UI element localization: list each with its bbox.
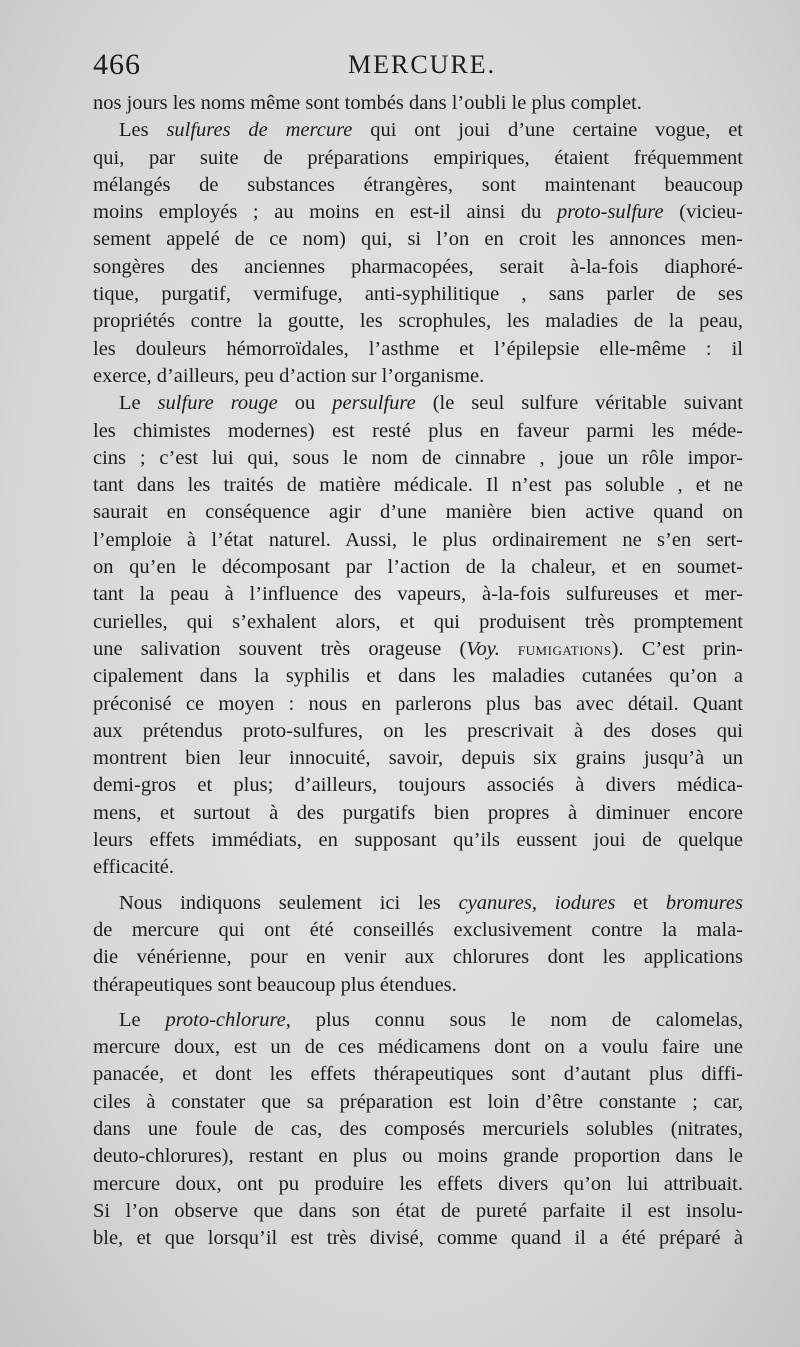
running-title: MERCURE.	[348, 50, 497, 79]
text-line	[93, 117, 743, 144]
text-run: on qu’en le décomposant par l’action de la chaleur, et en soumet-	[93, 556, 743, 579]
text-run: moins employés ; au moins en est-il ainsi du	[93, 201, 557, 224]
text-run: qui ont joui d’une certaine vogue, et	[352, 119, 743, 142]
text-line	[93, 827, 743, 854]
text-line	[93, 800, 743, 827]
text-line	[93, 199, 743, 226]
text-run: aux prétendus proto-sulfures, on les prescrivait à des doses qui	[93, 719, 743, 742]
text-run: cins ; c’est lui qui, sous le nom de cinnabre , joue un rôle impor-	[93, 446, 743, 469]
text-line	[93, 308, 743, 335]
text-run: ble, et que lorsqu’il est très divisé, comme quand il a été préparé à	[93, 1227, 743, 1250]
italic-text: bromures	[665, 891, 743, 914]
text-line	[93, 691, 743, 718]
text-run: Les	[119, 119, 167, 142]
text-line	[93, 1198, 743, 1225]
paragraph-gap	[93, 999, 743, 1007]
paragraph-gap	[93, 882, 743, 890]
text-run: de mercure qui ont été conseillés exclusivement contre la mala-	[93, 918, 743, 941]
text-run: les douleurs hémorroïdales, l’asthme et l’épilepsie elle-même : il	[93, 337, 743, 360]
text-run: deuto-chlorures), restant en plus ou moins grande proportion dans le	[93, 1145, 743, 1168]
italic-text: sulfures de mercure	[166, 119, 353, 142]
text-run: efficacité.	[93, 856, 174, 879]
text-line	[93, 1061, 743, 1088]
italic-text: proto-sulfure	[556, 201, 664, 224]
text-run: les chimistes modernes) est resté plus en faveur parmi les méde-	[93, 419, 743, 442]
page-number: 466	[93, 48, 141, 81]
text-line	[93, 1007, 743, 1034]
text-run: préconisé ce moyen : nous en parlerons plus bas avec détail. Quant	[93, 692, 743, 715]
text-run: leurs effets immédiats, en supposant qu’ils eussent joui de quelque	[93, 829, 743, 852]
text-run: sement appelé de ce nom) qui, si l’on en croit les annonces men-	[93, 228, 743, 251]
text-run: demi-gros et plus; d’ailleurs, toujours associés à divers médica-	[93, 774, 743, 797]
italic-text: cyanures, iodures	[458, 891, 616, 914]
text-line	[93, 581, 743, 608]
text-run: saurait en conséquence agir d’une manière bien active quand on	[93, 501, 743, 524]
text-run: une salivation souvent très orageuse (	[93, 637, 467, 660]
text-run: mélangés de substances étrangères, sont maintenant beaucoup	[93, 173, 743, 196]
text-run: et	[615, 891, 666, 914]
text-run: songères des anciennes pharmacopées, serait à-la-fois diaphoré-	[93, 255, 743, 278]
text-line	[93, 854, 743, 881]
italic-text: persulfure	[332, 392, 416, 415]
small-caps-text: fumigations	[499, 638, 612, 659]
text-line	[93, 636, 743, 663]
text-run: (vicieu-	[663, 201, 743, 224]
text-run: ). C’est prin-	[611, 637, 743, 660]
text-line	[93, 772, 743, 799]
text-line	[93, 890, 743, 917]
italic-text: sulfure rouge	[157, 392, 278, 415]
text-line	[93, 1143, 743, 1170]
text-line	[93, 527, 743, 554]
italic-text: proto-chlorure	[165, 1008, 286, 1031]
italic-text: Voy.	[466, 637, 500, 660]
text-line	[93, 972, 743, 999]
text-line	[93, 944, 743, 971]
text-line	[93, 281, 743, 308]
text-run: , plus connu sous le nom de calomelas,	[285, 1008, 743, 1031]
page-header	[93, 48, 742, 88]
text-run: qui, par suite de préparations empiriques, étaient fréquemment	[93, 146, 743, 169]
text-line	[93, 336, 743, 363]
text-run: curielles, qui s’exhalent alors, et qui produisent très promptement	[93, 610, 743, 633]
text-run: tique, purgatif, vermifuge, anti-syphilitique , sans parler de ses	[93, 283, 743, 306]
text-line	[93, 609, 743, 636]
text-run: Le	[119, 392, 158, 415]
text-line	[93, 418, 743, 445]
text-run: mens, et surtout à des purgatifs bien propres à diminuer encore	[93, 801, 743, 824]
text-line	[93, 445, 743, 472]
text-line	[93, 1089, 743, 1116]
text-run: (le seul sulfure véritable suivant	[415, 392, 743, 415]
text-line	[93, 745, 743, 772]
text-line	[93, 363, 743, 390]
text-line	[93, 1225, 743, 1252]
text-line	[93, 1116, 743, 1143]
text-run: tant la peau à l’influence des vapeurs, à-la-fois sulfureuses et mer-	[93, 583, 743, 606]
text-run: ou	[277, 392, 333, 415]
text-run: montrent bien leur innocuité, savoir, depuis six grains jusqu’à un	[93, 747, 743, 770]
text-line	[93, 254, 743, 281]
text-run: Nous indiquons seulement ici les	[119, 891, 459, 914]
text-run: mercure doux, ont pu produire les effets divers qu’on lui attribuait.	[93, 1172, 743, 1195]
text-run: tant dans les traités de matière médicale. Il n’est pas soluble , et ne	[93, 474, 743, 497]
text-run: exerce, d’ailleurs, peu d’action sur l’organisme.	[93, 364, 485, 387]
text-run: Si l’on observe que dans son état de pureté parfaite il est insolu-	[93, 1199, 743, 1222]
text-run: l’emploie à l’état naturel. Aussi, le plus ordinairement ne s’en sert-	[93, 528, 743, 551]
body-text	[93, 90, 743, 1252]
text-run: mercure doux, est un de ces médicamens dont on a voulu faire une	[93, 1036, 743, 1059]
text-line	[93, 1171, 743, 1198]
text-run: thérapeutiques sont beaucoup plus étendues.	[93, 973, 457, 996]
text-run: ciles à constater que sa préparation est loin d’être constante ; car,	[93, 1090, 743, 1113]
text-line	[93, 554, 743, 581]
text-line	[93, 390, 743, 417]
text-run: propriétés contre la goutte, les scrophules, les maladies de la peau,	[93, 310, 743, 333]
text-line	[93, 172, 743, 199]
text-line	[93, 226, 743, 253]
text-run: cipalement dans la syphilis et dans les maladies cutanées qu’on a	[93, 665, 743, 688]
text-line	[93, 663, 743, 690]
text-run: panacée, et dont les effets thérapeutiques sont d’autant plus diffi-	[93, 1063, 743, 1086]
text-run: dans une foule de cas, des composés mercuriels solubles (nitrates,	[93, 1117, 743, 1140]
text-run: nos jours les noms même sont tombés dans l’oubli le plus complet.	[93, 92, 642, 114]
text-line	[93, 472, 743, 499]
text-line	[93, 90, 743, 117]
text-line	[93, 145, 743, 172]
text-run: Le	[119, 1008, 166, 1031]
text-run: die vénérienne, pour en venir aux chlorures dont les applications	[93, 946, 743, 969]
text-line	[93, 1034, 743, 1061]
text-line	[93, 499, 743, 526]
text-line	[93, 917, 743, 944]
text-line	[93, 718, 743, 745]
